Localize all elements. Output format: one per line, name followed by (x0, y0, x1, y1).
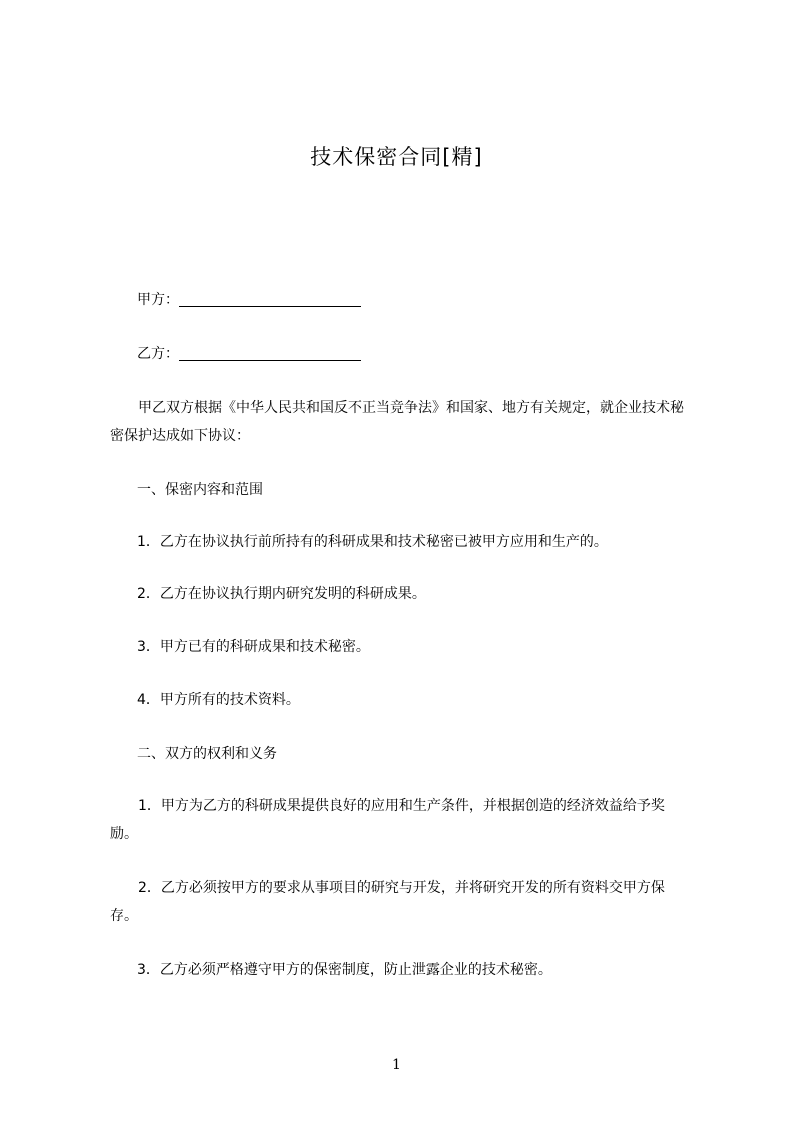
party-b-label: 乙方： (137, 346, 179, 362)
section1-item: 4．甲方所有的技术资料。 (137, 692, 300, 708)
intro-paragraph: 甲乙双方根据《中华人民共和国反不正当竞争法》和国家、地方有关规定，就企业技术秘密保护达成如下协议： (110, 400, 684, 444)
section1-heading: 一、保密内容和范围 (137, 482, 263, 498)
page-number: 1 (392, 1057, 401, 1073)
party-b-line (137, 340, 361, 368)
section1-item: 1．乙方在协议执行前所持有的科研成果和技术秘密已被甲方应用和生产的。 (137, 534, 608, 550)
section2-item: 2．乙方必须按甲方的要求从事项目的研究与开发，并将研究开发的所有资料交甲方保存。 (110, 880, 665, 924)
party-a-label: 甲方： (137, 292, 179, 308)
section1-item: 3．甲方已有的科研成果和技术秘密。 (137, 639, 370, 655)
section1-item: 2．乙方在协议执行期内研究发明的科研成果。 (137, 586, 426, 602)
party-b-blank-line (179, 344, 361, 361)
section2-item: 3．乙方必须严格遵守甲方的保密制度，防止泄露企业的技术秘密。 (137, 962, 552, 978)
party-a-line (137, 286, 361, 314)
document-title: 技术保密合同[精] (310, 145, 483, 169)
section2-item: 1．甲方为乙方的科研成果提供良好的应用和生产条件，并根据创造的经济效益给予奖励。 (110, 798, 665, 842)
party-a-blank-line (179, 290, 361, 307)
section2-heading: 二、双方的权利和义务 (137, 746, 277, 762)
